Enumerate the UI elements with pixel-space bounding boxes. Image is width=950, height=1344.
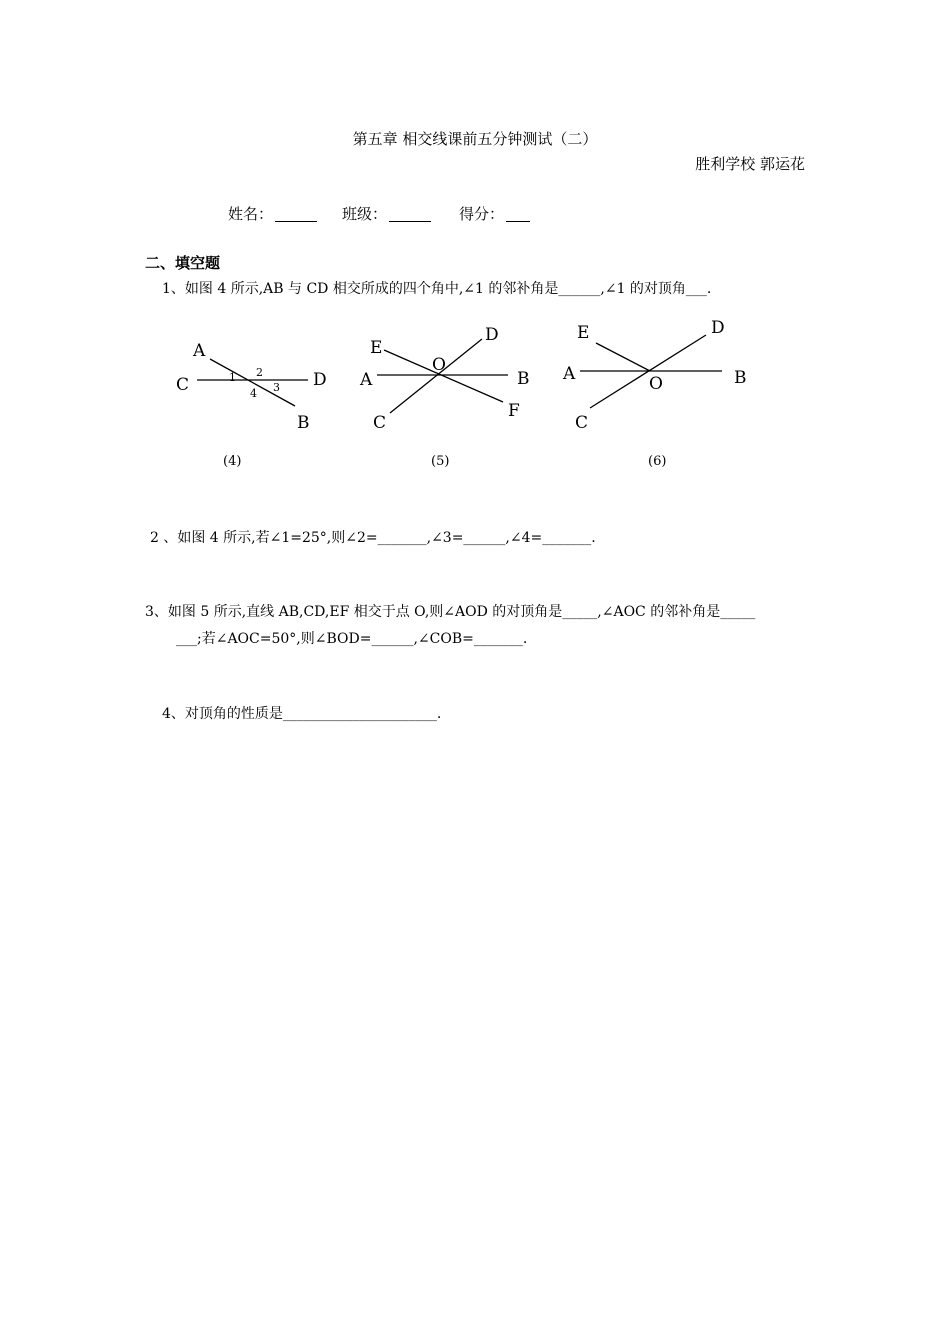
fig4-angle-2: 2	[256, 366, 263, 379]
fig4-label-d: D	[313, 370, 327, 390]
fig6-label-e: E	[577, 323, 590, 343]
fig6-caption: (6)	[648, 454, 667, 469]
fig6-label-a: A	[563, 364, 576, 384]
page-title: 第五章 相交线课前五分钟测试（二）	[352, 130, 598, 148]
question-4: 4、对顶角的性质是______________________.	[162, 706, 442, 722]
fig5-label-f: F	[508, 401, 520, 421]
fig5-label-a: A	[360, 370, 373, 390]
name-label: 姓名：	[228, 205, 274, 223]
fig6-label-c: C	[575, 413, 589, 433]
figure-4	[0, 0, 950, 480]
fig6-label-d: D	[711, 318, 725, 338]
question-3-line-1: 3、如图 5 所示,直线 AB,CD,EF 相交于点 O,则∠AOD 的对顶角是_____,∠AOC 的邻补角是_____	[145, 604, 756, 620]
fig5-label-e: E	[370, 338, 383, 358]
fig4-label-c: C	[176, 375, 190, 395]
fig5-caption: (5)	[431, 454, 450, 469]
fig4-angle-4: 4	[250, 387, 257, 400]
section-title: 二、填空题	[145, 254, 221, 272]
score-label: 得分：	[459, 205, 505, 223]
fig4-angle-3: 3	[273, 381, 280, 394]
fig4-label-a: A	[193, 341, 206, 361]
question-1: 1、如图 4 所示,AB 与 CD 相交所成的四个角中,∠1 的邻补角是______,∠1 的对顶角___.	[162, 281, 712, 297]
fig5-line-cd	[390, 339, 482, 413]
fig6-ray-oe	[596, 343, 650, 371]
fig4-angle-1: 1	[229, 371, 236, 384]
fig5-label-o: O	[432, 355, 446, 375]
class-label: 班级：	[342, 205, 388, 223]
fig6-label-b: B	[734, 368, 747, 388]
question-2: 2 、如图 4 所示,若∠1=25°,则∠2=_______,∠3=______,∠4=_______.	[150, 530, 596, 546]
fig5-label-d: D	[485, 325, 499, 345]
fig5-label-b: B	[517, 369, 530, 389]
fig6-label-o: O	[649, 374, 663, 394]
fig5-label-c: C	[373, 413, 387, 433]
question-3-line-2: ___;若∠AOC=50°,则∠BOD=______,∠COB=_______.	[176, 631, 528, 647]
fig4-label-b: B	[297, 413, 310, 433]
author-line: 胜利学校 郭运花	[695, 155, 805, 173]
fig4-caption: (4)	[223, 454, 242, 469]
